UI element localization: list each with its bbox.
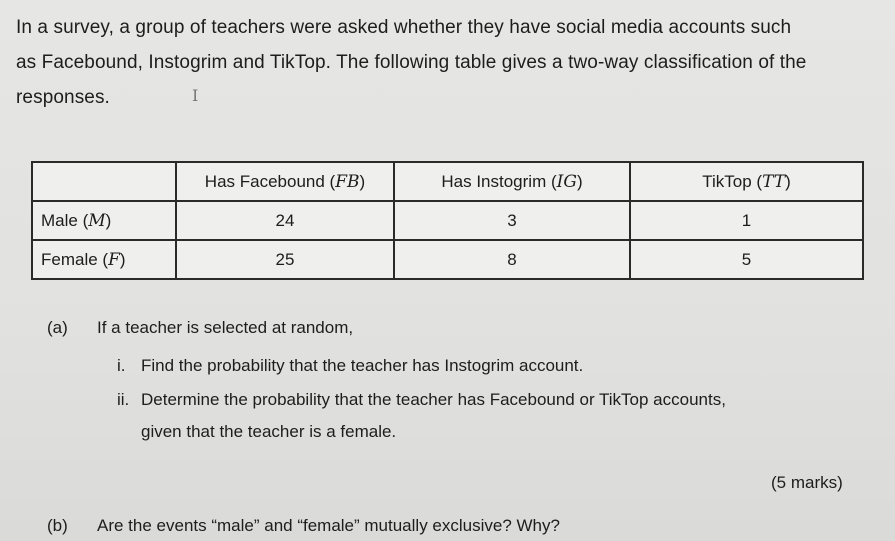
- header-label: Has Instogrim: [441, 171, 547, 191]
- header-tiktop: TikTop (TT): [630, 162, 863, 201]
- row-abbr: M: [88, 210, 106, 231]
- row-abbr: F: [108, 249, 120, 270]
- problem-intro: [16, 10, 886, 115]
- table-row-male: [32, 201, 863, 240]
- table-row-female: [32, 240, 863, 279]
- question-a-text: If a teacher is selected at random,: [97, 318, 354, 337]
- table-header-row: [32, 162, 863, 201]
- cell-male-fb: 24: [176, 201, 394, 240]
- table-corner-cell: [32, 162, 176, 201]
- question-a: [47, 318, 353, 338]
- cell-female-ig: 8: [394, 240, 630, 279]
- cell-female-fb: 25: [176, 240, 394, 279]
- header-abbr: IG: [556, 171, 577, 192]
- question-a-ii: [117, 390, 726, 410]
- row-label-female: Female (F): [32, 240, 176, 279]
- intro-line-3: responses.: [16, 87, 110, 108]
- question-a-ii-text-line1: Determine the probability that the teacher has Facebound or TikTop accounts,: [141, 390, 726, 409]
- question-a-i: [117, 356, 583, 376]
- cell-male-tt: 1: [630, 201, 863, 240]
- header-label: Has Facebound: [204, 171, 325, 191]
- question-a-label: (a): [47, 318, 68, 337]
- header-abbr: FB: [335, 171, 360, 192]
- row-label-male: Male (M): [32, 201, 176, 240]
- cell-female-tt: 5: [630, 240, 863, 279]
- marks-label: [771, 473, 843, 493]
- cell-male-ig: 3: [394, 201, 630, 240]
- question-a-i-label: i.: [117, 356, 126, 375]
- marks-text: (5 marks): [771, 473, 843, 492]
- question-b-label: (b): [47, 516, 68, 535]
- question-a-ii-label: ii.: [117, 390, 130, 409]
- row-label: Female: [41, 249, 98, 269]
- question-a-ii-text-line2: given that the teacher is a female.: [141, 422, 397, 441]
- intro-line-2: as Facebound, Instogrim and TikTop. The following table gives a two-way classification of the: [16, 52, 807, 73]
- question-b-text: Are the events “male” and “female” mutually exclusive? Why?: [97, 516, 560, 535]
- text-cursor-icon: I: [192, 86, 199, 105]
- header-label: TikTop: [702, 171, 752, 191]
- question-a-ii-continued: [141, 422, 396, 442]
- header-abbr: TT: [762, 171, 786, 192]
- header-facebound: Has Facebound (FB): [176, 162, 394, 201]
- question-a-i-text: Find the probability that the teacher has Instogrim account.: [141, 356, 584, 375]
- intro-line-1: In a survey, a group of teachers were asked whether they have social media accounts such: [16, 17, 792, 38]
- row-label: Male: [41, 210, 78, 230]
- header-instogrim: Has Instogrim (IG): [394, 162, 630, 201]
- question-b: [47, 516, 560, 536]
- classification-table: [31, 161, 864, 280]
